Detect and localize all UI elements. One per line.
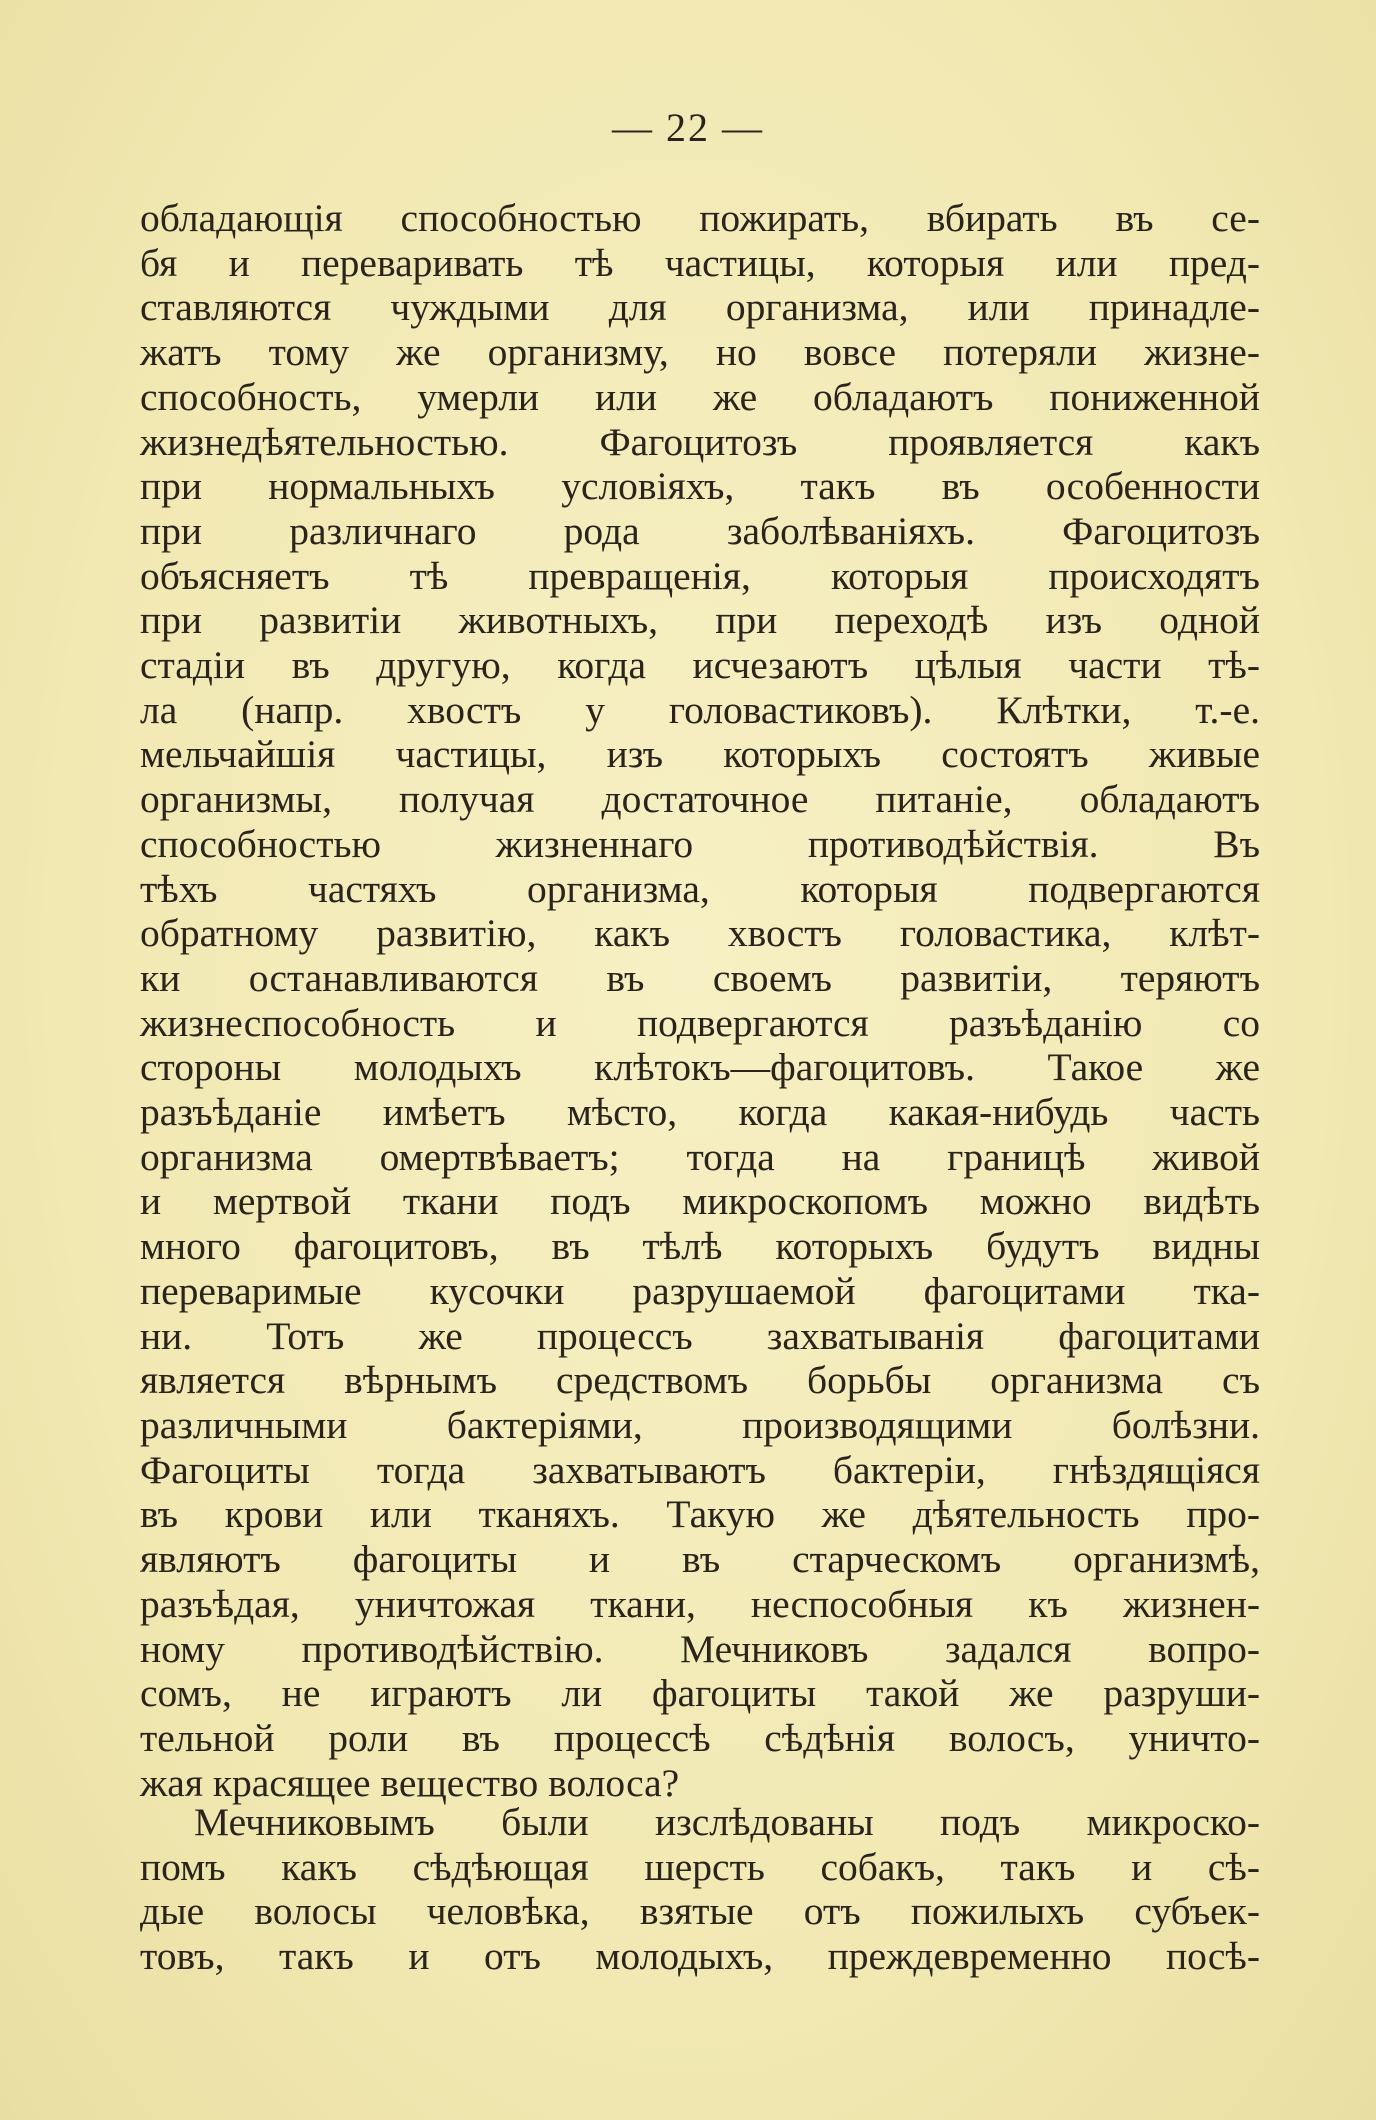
text-line: стадіи въ другую, когда исчезаютъ цѣлыя части тѣ- <box>140 643 1260 688</box>
text-line: жатъ тому же организму, но вовсе потеряли жизне- <box>140 330 1260 375</box>
text-line: ному противодѣйствію. Мечниковъ задался вопро- <box>140 1626 1260 1671</box>
text-line: является вѣрнымъ средствомъ борьбы организма съ <box>140 1358 1260 1403</box>
text-line: организмы, получая достаточное питаніе, обладаютъ <box>140 777 1260 822</box>
text-line: бя и переваривать тѣ частицы, которыя или пред- <box>140 240 1260 285</box>
text-line: жизнедѣятельностью. Фагоцитозъ проявляется какъ <box>140 419 1260 464</box>
text-line: Фагоциты тогда захватываютъ бактеріи, гнѣздящіяся <box>140 1447 1260 1492</box>
page-number: — 22 — <box>612 105 764 150</box>
text-line: много фагоцитовъ, въ тѣлѣ которыхъ будутъ видны <box>140 1224 1260 1269</box>
text-line: переваримые кусочки разрушаемой фагоцитами тка- <box>140 1268 1260 1313</box>
text-line: жизнеспособность и подвергаются разъѣданію со <box>140 1000 1260 1045</box>
text-line: при нормальныхъ условіяхъ, такъ въ особенности <box>140 464 1260 509</box>
text-line: жая красящее вещество волоса? <box>140 1760 680 1805</box>
text-line: различными бактеріями, производящими болѣзни. <box>140 1402 1260 1447</box>
text-line: организма омертвѣваетъ; тогда на границѣ живой <box>140 1134 1260 1179</box>
text-line: помъ какъ сѣдѣющая шерсть собакъ, такъ и сѣ- <box>140 1844 1260 1889</box>
text-line: разъѣданіе имѣетъ мѣсто, когда какая-нибудь часть <box>140 1090 1260 1135</box>
text-line: и мертвой ткани подъ микроскопомъ можно видѣть <box>140 1179 1260 1224</box>
text-line: обратному развитію, какъ хвостъ головастика, клѣт- <box>140 911 1260 956</box>
text-line: тельной роли въ процессѣ сѣдѣнія волосъ, уничто- <box>140 1715 1260 1760</box>
text-line: при различнаго рода заболѣваніяхъ. Фагоцитозъ <box>140 508 1260 553</box>
text-line: при развитіи животныхъ, при переходѣ изъ одной <box>140 598 1260 643</box>
text-line: обладающія способностью пожирать, вбирать въ се- <box>140 196 1260 240</box>
text-line: мельчайшія частицы, изъ которыхъ состоятъ живые <box>140 732 1260 777</box>
text-line: способность, умерли или же обладаютъ пониженной <box>140 374 1260 419</box>
text-line: стороны молодыхъ клѣтокъ—фагоцитовъ. Такое же <box>140 1045 1260 1090</box>
text-line: въ крови или тканяхъ. Такую же дѣятельность про- <box>140 1492 1260 1537</box>
text-line: сомъ, не играютъ ли фагоциты такой же разруши- <box>140 1671 1260 1716</box>
text-line: ла (напр. хвостъ у головастиковъ). Клѣтки, т.-е. <box>140 687 1260 732</box>
paragraph-1 <box>140 196 1260 1805</box>
text-line: товъ, такъ и отъ молодыхъ, преждевременно посѣ- <box>140 1934 1260 1979</box>
text-line: ки останавливаются въ своемъ развитіи, теряютъ <box>140 955 1260 1000</box>
text-line: ни. Тотъ же процессъ захватыванія фагоцитами <box>140 1313 1260 1358</box>
paragraph-2 <box>140 1800 1260 1979</box>
text-line: тѣхъ частяхъ организма, которыя подвергаются <box>140 866 1260 911</box>
text-line: объясняетъ тѣ превращенія, которыя происходятъ <box>140 553 1260 598</box>
text-line: дые волосы человѣка, взятые отъ пожилыхъ субъек- <box>140 1889 1260 1934</box>
text-line: разъѣдая, уничтожая ткани, неспособныя къ жизнен- <box>140 1581 1260 1626</box>
text-line: способностью жизненнаго противодѣйствія. Въ <box>140 821 1260 866</box>
text-line: являютъ фагоциты и въ старческомъ организмѣ, <box>140 1537 1260 1582</box>
text-line: ставляются чуждыми для организма, или принадле- <box>140 285 1260 330</box>
text-line-content: Мечниковымъ были изслѣдованы подъ микроско- <box>194 1800 1260 1844</box>
text-line-indented <box>140 1800 1260 1845</box>
